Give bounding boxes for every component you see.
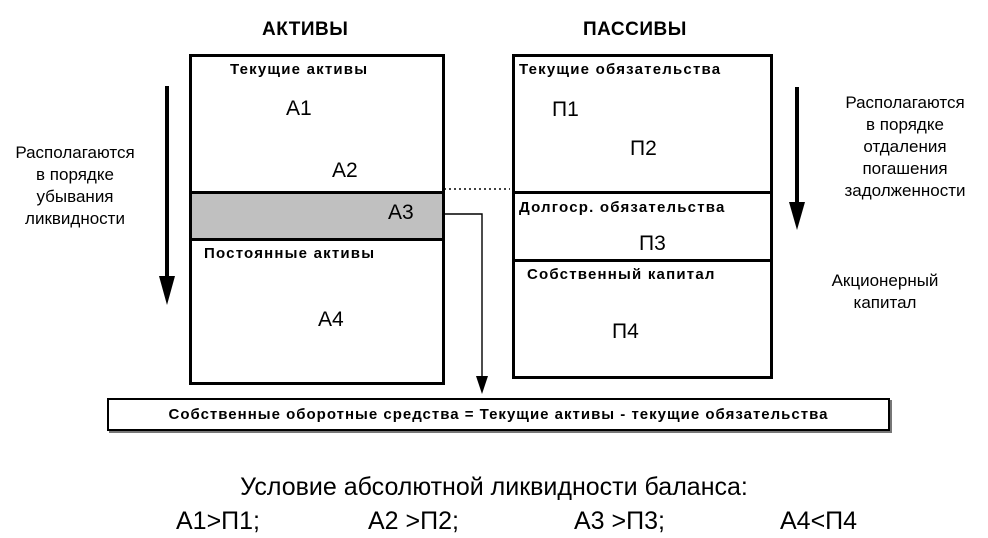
liabilities-order-note	[830, 92, 980, 202]
liability-p2: П2	[630, 137, 657, 160]
equity-note	[810, 270, 960, 314]
left-arrow-head	[159, 276, 175, 305]
asset-a2: А2	[332, 159, 358, 182]
liabilities-note-line-4: погашения	[862, 159, 948, 178]
condition-a2-p2: А2 >П2;	[368, 507, 459, 535]
equity-note-line-1: Акционерный	[831, 271, 939, 290]
condition-a1-p1: А1>П1;	[176, 507, 260, 535]
formula-connector	[444, 214, 482, 376]
assets-note-line-3: убывания	[36, 187, 114, 206]
liability-p1: П1	[552, 98, 579, 121]
current-assets-header: Текущие активы	[230, 61, 369, 78]
equity-note-line-2: капитал	[853, 293, 917, 312]
liabilities-note-line-1: Располагаются	[845, 93, 965, 112]
assets-note-line-1: Располагаются	[15, 143, 135, 162]
assets-note-line-4: ликвидности	[25, 209, 125, 228]
asset-a4: А4	[318, 308, 344, 331]
condition-title: Условие абсолютной ликвидности баланса:	[240, 473, 748, 501]
equity-header: Собственный капитал	[527, 266, 716, 283]
liabilities-note-line-2: в порядке	[866, 115, 944, 134]
formula-arrow-head	[476, 376, 488, 394]
condition-a3-p3: А3 >П3;	[574, 507, 665, 535]
liabilities-note-line-3: отдаления	[863, 137, 947, 156]
asset-a1: А1	[286, 97, 312, 120]
assets-note-line-2: в порядке	[36, 165, 114, 184]
longterm-liabilities-header: Долгоср. обязательства	[519, 199, 726, 216]
permanent-assets-header: Постоянные активы	[204, 245, 376, 262]
liabilities-note-line-5: задолженности	[844, 181, 966, 200]
condition-a4-p4: А4<П4	[780, 507, 858, 535]
formula-box: Собственные оборотные средства = Текущие активы - текущие обязательства	[107, 398, 890, 431]
liabilities-title: ПАССИВЫ	[583, 19, 687, 40]
asset-a3: А3	[388, 201, 414, 224]
current-liabilities-header: Текущие обязательства	[519, 61, 722, 78]
assets-title: АКТИВЫ	[262, 19, 349, 40]
liability-p4: П4	[612, 320, 639, 343]
liability-p3: П3	[639, 232, 666, 255]
assets-order-note	[0, 142, 150, 230]
right-arrow-head	[789, 202, 805, 230]
